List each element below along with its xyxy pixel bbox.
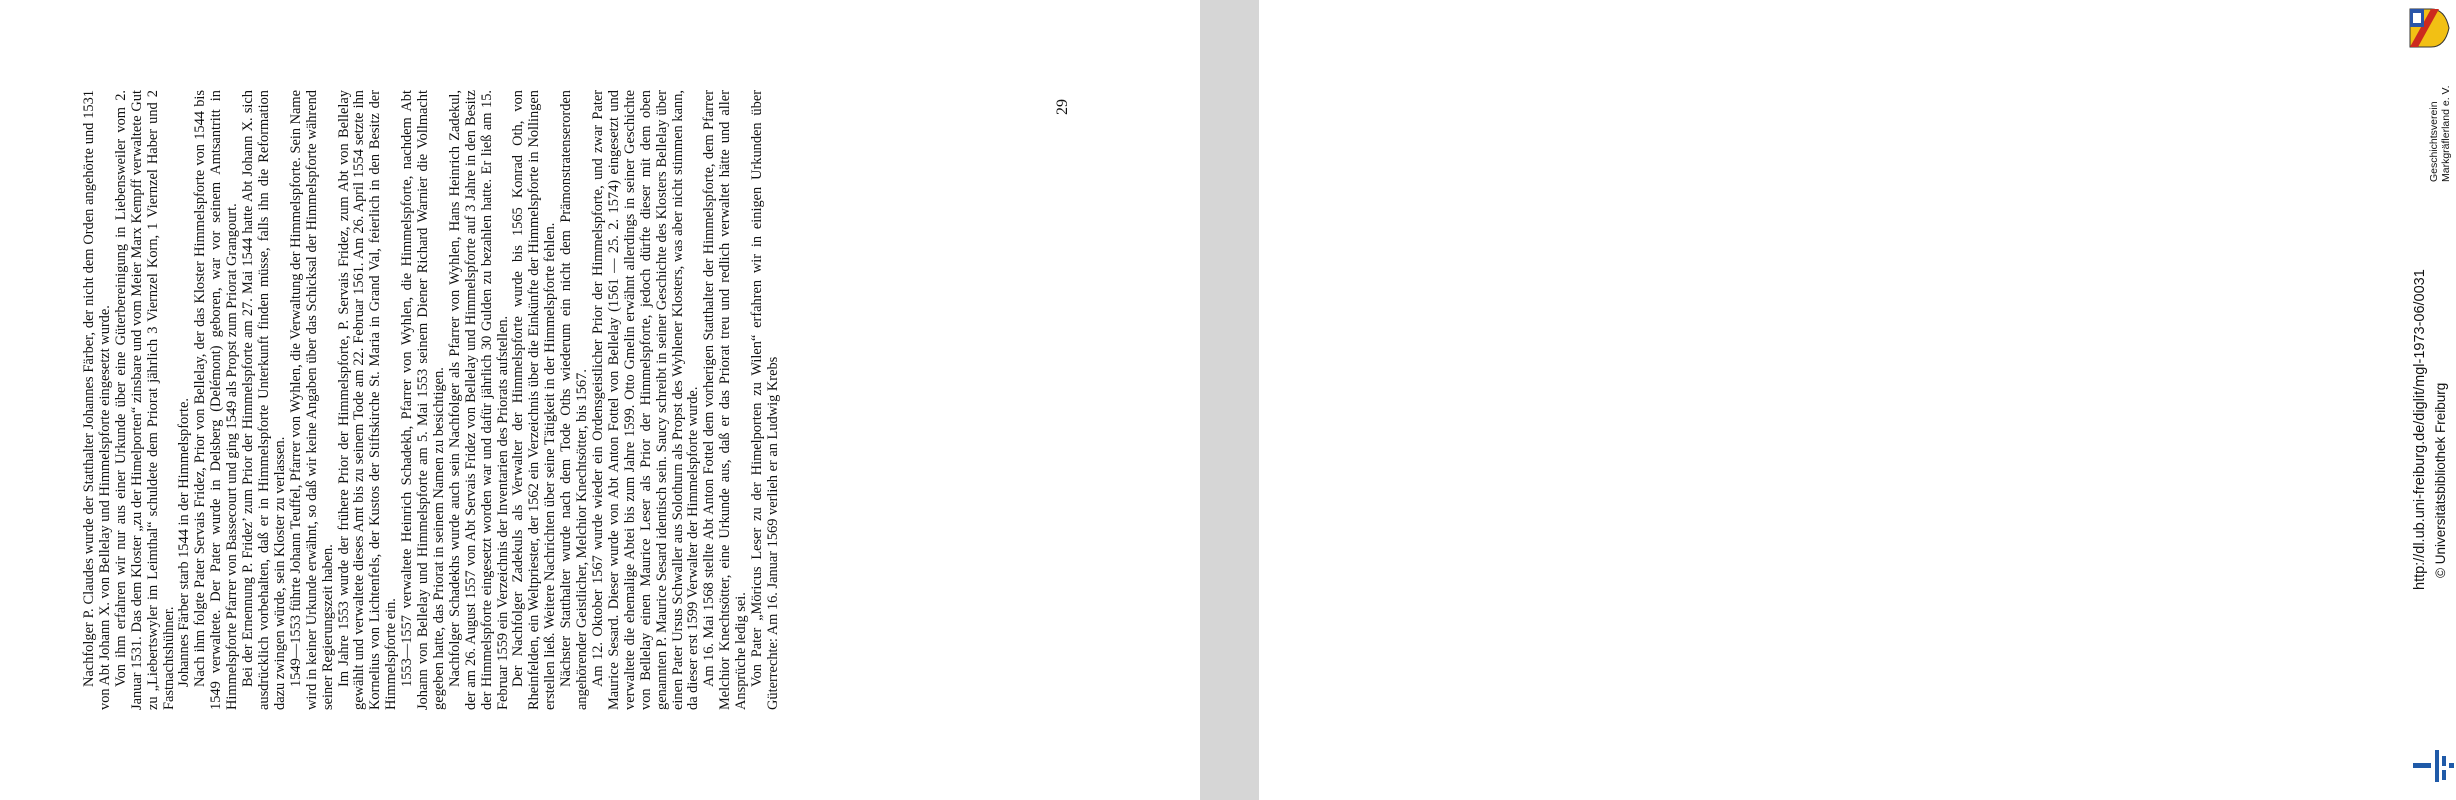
- logo-bar-2: [2435, 750, 2439, 782]
- viewer-sidebar: [1200, 0, 2452, 800]
- paragraph-4: Nach ihm folgte Pater Servais Fridez, Prior von Bellelay, der das Kloster Himmelspforte von 1544 bis 1549 verwaltete. Der Pater wurde in Delsberg (Delémont) geboren, war vor seinem Amtsantritt in Himmelspforte Pfarrer von Bassecourt und ging 1549 als Propst zum Priorat Grangourt.: [192, 90, 241, 710]
- university-library-logo: [2410, 746, 2456, 786]
- paragraph-10: Der Nachfolger Zadekuls als Verwalter der Himmelspforte wurde bis 1565 Konrad Oth, von Rheinfelden, ein Weltpriester, der 1562 ein Verzeichnis über die Einkünfte der Himmelspforte in Nollingen erstellen ließ. Weitere Nachrichten über seine Tätigkeit in der Himmelspforte fehlen.: [510, 90, 559, 710]
- society-name-line2: Markgräflerland e. V.: [2440, 85, 2452, 182]
- paragraph-8: 1553—1557 verwaltete Heinrich Schadekh, Pfarrer von Wyhlen, die Himmelspforte, nachdem Abt Johann von Bellelay und Himmelspforte am 5. Mai 1553 seinem Diener Richard Warnier die Vollmacht gegeben hatte, das Priorat in seinem Namen zu besichtigen.: [399, 90, 447, 710]
- document-page: [0, 0, 1200, 800]
- logo-bar-1: [2413, 763, 2431, 768]
- copyright-notice: © Universitätsbibliothek Freiburg: [2433, 382, 2448, 578]
- rotated-text-block: [82, 90, 1037, 710]
- logo-bar-5: [2449, 763, 2454, 768]
- society-name-line1: Geschichtsverein: [2428, 101, 2440, 182]
- crest-white-quarter: [2413, 13, 2421, 23]
- paragraph-12: Am 12. Oktober 1567 wurde wieder ein Ordensgeistlicher Prior der Himmelspforte, und zwar Pater Maurice Sesard. Dieser wurde von Abt Anton Fottel von Bellelay (1561 — 25. 2. 1574) eingesetzt und verwaltete die ehemalige Abtei bis zum Jahre 1599. Otto Gmelin erwähnt allerdings in seiner Geschichte von Bellelay einen Maurice Leser als Prior der Himmelspforte, jedoch dürfte dieser mit dem oben genannten P. Maurice Sesard identisch sein. Saucy schreibt in seiner Geschichte des Klosters Bellelay über einen Pater Ursus Schwaller aus Solothurn als Propst des Wyhlener Klosters, was aber nicht stimmen kann, da dieser erst 1599 Verwalter der Himmelspforte wurde.: [590, 90, 702, 710]
- paragraph-11: Nächster Statthalter wurde nach dem Tode Oths wiederum ein nicht dem Prämonstratenserorden angehörender Geistlicher, Melchior Knechtsötter, bis 1567.: [558, 90, 591, 710]
- paragraph-2: Von ihm erfahren wir nur aus einer Urkunde über eine Güterbereinigung in Liebensweiler vom 2. Januar 1531. Das dem Kloster „zu der Himelporten“ zinsbare und vom Meier Marx Kempff verwaltete Gut zu „Liebertswyler im Leimthal“ schuldete dem Priorat jährlich 3 Viernzel Korn, 1 Viernzel Haber und 2 Fastnachtshühner.: [112, 90, 177, 710]
- paragraph-3: Johannes Färber starb 1544 in der Himmelspforte.: [176, 398, 193, 687]
- paragraph-13: Am 16. Mai 1568 stellte Abt Anton Fottel dem vorherigen Statthalter der Himmelspforte, dem Pfarrer Melchior Knechtsötter, eine Urkunde aus, daß er das Priorat treu und redlich verwaltet hätte und aller Ansprüche ledig sei.: [701, 90, 750, 710]
- page-number: 29: [1054, 99, 1071, 115]
- paragraph-14: Von Pater „Möricus Leser zu der Himelporten zu Wilen“ erfahren wir in einigen Urkunden über Güterrechte: Am 16. Januar 1569 verlieh er an Ludwig Krebs: [749, 90, 781, 710]
- logo-bar-4: [2442, 770, 2446, 780]
- paragraph-9: Nachfolger Schadekhs wurde auch sein Nachfolger als Pfarrer von Wyhlen, Hans Heinrich Zadekul, der am 26. August 1557 von Abt Servais Fridez von Bellelay und Himmelspforte auf 3 Jahre in den Besitz der Himmelspforte eingesetzt worden war und dafür jährlich 30 Gulden zu bezahlen hatte. Er ließ am 15. Februar 1559 ein Verzeichnis der Inventarien des Priorats aufstellen.: [446, 90, 511, 710]
- logo-bar-3: [2442, 756, 2446, 766]
- paragraph-5: Bei der Ernennung P. Fridez’ zum Prior der Himmelspforte am 27. Mai 1544 hatte Abt Johann X. sich ausdrücklich vorbehalten, daß er in Himmelspforte Unterkunft finden müsse, falls ihn die Reformation dazu zwingen würde, sein Kloster zu verlassen.: [240, 90, 288, 710]
- coat-of-arms-logo: [2406, 6, 2452, 50]
- paragraph-7: Im Jahre 1553 wurde der frühere Prior der Himmelspforte, P. Servais Fridez, zum Abt von Bellelay gewählt und verwaltete dieses Amt bis zu seinem Tode am 22. Februar 1561. Am 26. April 1554 setzte ihn Kornelius von Lichtenfels, der Kustos der Stiftskirche St. Maria in Grand Val, feierlich in den Besitz der Himmelspforte ein.: [335, 90, 400, 710]
- crest-rotated: [2410, 9, 2449, 47]
- paragraph-1: Nachfolger P. Claudes wurde der Statthalter Johannes Färber, der nicht dem Orden angehörte und 1531 von Abt Johann X. von Bellelay und Himmelspforte eingesetzt wurde.: [81, 90, 113, 710]
- paragraph-6: 1549—1553 führte Johann Teuffel, Pfarrer von Wyhlen, die Verwaltung der Himmelspforte. Sein Name wird in keiner Urkunde erwähnt, so daß wir keine Angaben über das Schicksal der Himmelspforte während seiner Regierungszeit haben.: [287, 90, 336, 710]
- document-url-link[interactable]: http://dl.ub.uni-freiburg.de/diglit/mgl-1973-06/0031: [2412, 269, 2428, 590]
